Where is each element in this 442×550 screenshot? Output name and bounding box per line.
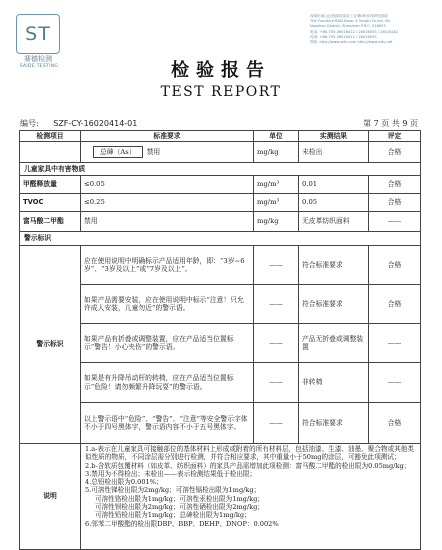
table-row	[19, 285, 421, 324]
table-row	[19, 363, 421, 403]
address-line: 深圳市南山区西丽同富裕工业城4栋家具研发基地	[310, 14, 388, 18]
warning-verdict: 合格	[369, 285, 421, 324]
warning-verdict: ——	[369, 324, 421, 363]
section-harmful-substances: 儿童家具中有害物质	[19, 163, 421, 176]
arsenic-verdict: 合格	[369, 142, 421, 163]
table-header-row	[19, 130, 421, 142]
note-line: 1.a-表示在儿童家具可接触部位的基体材料上形成或附着的所有材料层，包括油漆、生漆、油墨、聚合物或其他类似性质的物质，不同涂层需分别进行检测，并符合相应要求，其中重量小于50mg的涂层，可豁免此项测试；	[85, 445, 414, 462]
tvoc-requirement: ≤0.25	[81, 194, 254, 212]
arsenic-name: 总砷（As）	[93, 146, 143, 158]
report-number	[20, 118, 137, 129]
address-line: The Furniture R&D Base, 4 Tongfu Yu Ind. Xili	[310, 19, 391, 24]
page-indicator: 第 7 页 共 9 页	[363, 119, 418, 128]
empty-cell	[19, 142, 81, 163]
warning-unit: ——	[254, 324, 299, 363]
table-row	[19, 194, 421, 212]
fumarate-result: 无皮革纺织面料	[299, 212, 369, 232]
note-line: 可溶性铬检出限为1mg/kg；可溶性汞检出限为1mg/kg；	[95, 494, 264, 503]
warning-verdict: 合格	[369, 403, 421, 444]
fumarate-verdict: ——	[369, 212, 421, 232]
table-row	[19, 324, 421, 363]
tvoc-item: TVOC	[19, 194, 81, 212]
company-name-en: SAIDE TESTING	[19, 64, 59, 69]
warning-unit: ——	[254, 403, 299, 444]
fumarate-requirement: 禁用	[81, 212, 254, 232]
arsenic-result: 未检出	[299, 142, 369, 163]
formaldehyde-unit: mg/m³	[254, 176, 299, 194]
header-verdict: 评定	[369, 130, 421, 142]
arsenic-unit: mg/kg	[254, 142, 299, 163]
arsenic-requirement-cell	[81, 142, 254, 163]
formaldehyde-result: 0.01	[299, 176, 369, 194]
header-unit: 单位	[254, 130, 299, 142]
header-item: 检测项目	[19, 130, 81, 142]
notes-cell	[81, 444, 421, 550]
header-requirement: 标准要求	[81, 130, 254, 142]
warning-requirement: 应在使用说明中明确标示产品适用年龄，即：“3岁~6岁”、“3岁及以上”或“7岁及以上”。	[81, 246, 254, 285]
warning-unit: ——	[254, 285, 299, 324]
fumarate-item: 富马酸二甲酯	[19, 212, 81, 232]
warning-item: 警示标识	[19, 246, 81, 444]
test-results-table	[19, 130, 421, 550]
notes-list	[81, 444, 420, 549]
report-number-label: 编号:	[20, 119, 39, 128]
warning-result: 非转椅	[299, 363, 369, 403]
warning-verdict: 合格	[369, 246, 421, 285]
formaldehyde-requirement: ≤0.05	[81, 176, 254, 194]
header-result: 实测结果	[299, 130, 369, 142]
warning-requirement: 如果产品有折叠或调整装置，应在产品适当位置标示“警告！小心夹伤”的警示语。	[81, 324, 254, 363]
table-row	[19, 142, 421, 163]
note-line: 5.可溶性锑检出限为2mg/kg；可溶性镉检出限为1mg/kg；	[85, 486, 261, 495]
tvoc-verdict: 合格	[369, 194, 421, 212]
formaldehyde-item: 甲醛释放量	[19, 176, 81, 194]
address-line: 电话: +86-755-26016022 / 26016055 / 26016181	[310, 29, 399, 34]
warning-requirement: 如果产品需要安装，应在使用说明中标示“注意！只允许成人安装，儿童勿近”的警示语。	[81, 285, 254, 324]
warning-verdict: ——	[369, 363, 421, 403]
company-logo: ST	[16, 14, 60, 54]
warning-unit: ——	[254, 246, 299, 285]
company-address	[310, 14, 434, 45]
fumarate-unit: mg/kg	[254, 212, 299, 232]
table-row	[19, 212, 421, 232]
report-title-en: TEST REPORT	[160, 84, 282, 100]
company-name: 赛德检测	[24, 55, 52, 63]
warning-unit: ——	[254, 363, 299, 403]
note-line: 3.禁用为不得检出；未检出——表示检测结果低于检出限；	[85, 469, 257, 478]
address-line: 网址: http://www.szfu.com http://www.szfu.net	[310, 40, 393, 45]
note-line: 可溶性铅检出限为1mg/kg；总砷检出限为1mg/kg；	[95, 511, 251, 520]
note-line: 6.邻苯二甲酸酯的检出限DBP、BBP、DEHP、DNOP：0.002%	[85, 519, 279, 528]
formaldehyde-verdict: 合格	[369, 176, 421, 194]
warning-requirement: 如果是有升降吊动杆的转椅，应在产品适当位置标示“危险！请勿频繁升降玩耍”的警示语。	[81, 363, 254, 403]
note-line: 2.b-含软质包覆材料（如皮革、纺织面料）的家具产品需增加此项检测：富马酸二甲酯的检出限为0.05mg/kg；	[85, 461, 411, 470]
address-line: 传真: +86-755-26016022 / 26016055	[310, 34, 377, 39]
report-title-cn: 检验报告	[171, 60, 271, 81]
section-warning-label: 警示标识	[19, 232, 421, 246]
warning-result: 符合标准要求	[299, 403, 369, 444]
tvoc-result: 0.05	[299, 194, 369, 212]
warning-result: 符合标准要求	[299, 246, 369, 285]
warning-result: 符合标准要求	[299, 285, 369, 324]
warning-result: 产品无折叠或调整装置	[299, 324, 369, 363]
tvoc-unit: mg/m³	[254, 194, 299, 212]
table-row	[19, 176, 421, 194]
table-row	[19, 403, 421, 444]
notes-label: 说明	[19, 444, 81, 550]
arsenic-requirement: 禁用	[146, 147, 161, 156]
warning-requirement: 以上警示语中“危险”、“警告”、“注意”等安全警示字体不小于四号黑体字，警示语内容不小于五号黑体字。	[81, 403, 254, 444]
address-line: Nanshan District, Shenzhen P.R.C. 518055	[310, 24, 386, 29]
report-number-value: SZF-CY-16020414-01	[53, 119, 138, 128]
note-line: 4.总铅检出限为0.001%；	[85, 478, 163, 487]
notes-row	[19, 444, 421, 550]
note-line: 可溶性钡检出限为2mg/kg；可溶性硒检出限为2mg/kg；	[95, 503, 264, 512]
table-row	[19, 246, 421, 285]
